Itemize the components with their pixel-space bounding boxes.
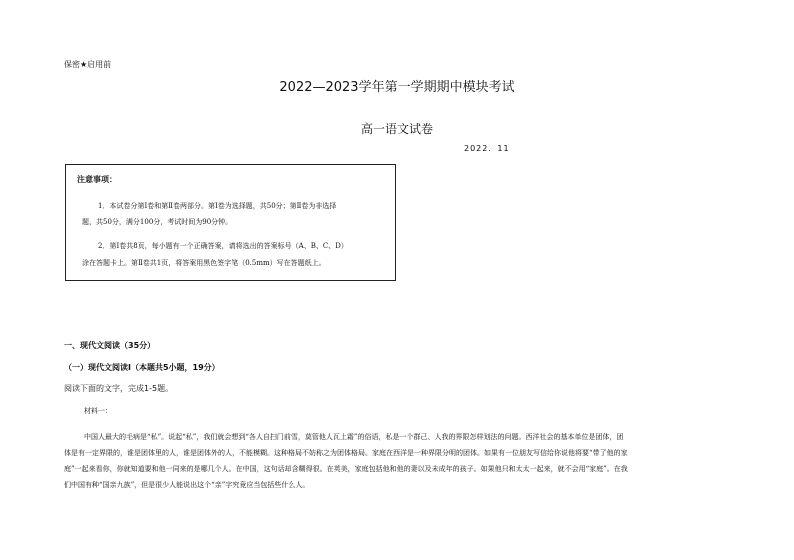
paragraph-line: 中国人最大的毛病是“私”。说起“私”，我们就会想到“各人自扫门前雪，莫管他人瓦上霜”的俗语，私是一个群己、人我的界限怎样划法的问题。西洋社会的基本单位是团体，团 <box>84 433 624 441</box>
paragraph-line: 庭”一起来看你，你就知道要和他一同来的是哪几个人。在中国，这句话却含糊得很。在英美，家庭包括他和他的妻以及未成年的孩子。如果他只和太太一起来，就不会用“家庭”。在我 <box>64 465 628 473</box>
paper-subtitle: 高一语文试卷 <box>360 122 433 136</box>
section-heading: 一、现代文阅读（35分） <box>64 341 156 350</box>
paragraph-line: 体是有一定界限的，谁是团体里的人，谁是团体外的人，不能模糊。这种格局不妨称之为团体格局。家庭在西洋是一种界限分明的团体。如果有一位朋友写信给你说他将要“带了他的家 <box>64 449 628 457</box>
confidential-label: 保密★启用前 <box>64 60 112 69</box>
notice-line: 1．本试卷分第Ⅰ卷和第Ⅱ卷两部分。第Ⅰ卷为选择题，共50分；第Ⅱ卷为非选择 <box>98 202 337 210</box>
exam-title: 2022—2023学年第一学期期中模块考试 <box>279 80 515 95</box>
notice-line: 题，共50分，满分100分，考试时间为90分钟。 <box>82 218 233 226</box>
exam-date: 2022．11 <box>464 144 510 153</box>
subsection-heading: （一）现代文阅读Ⅰ（本题共5小题，19分） <box>64 363 220 372</box>
notice-line: 2．第Ⅰ卷共8页，每小题有一个正确答案，请将选出的答案标号（A、B、C、D） <box>98 242 348 250</box>
reading-instruction: 阅读下面的文字，完成1-5题。 <box>64 384 174 393</box>
notice-line: 涂在答题卡上。第Ⅱ卷共1页，将答案用黑色签字笔（0.5mm）写在答题纸上。 <box>82 259 326 267</box>
paragraph-line: 们中国有种“国亲九族”，但是很少人能说出这个“亲”字究竟应当包括些什么人。 <box>64 481 310 489</box>
material-label: 材料一： <box>84 407 112 415</box>
notice-title: 注意事项： <box>77 175 117 184</box>
notice-box <box>65 164 396 281</box>
